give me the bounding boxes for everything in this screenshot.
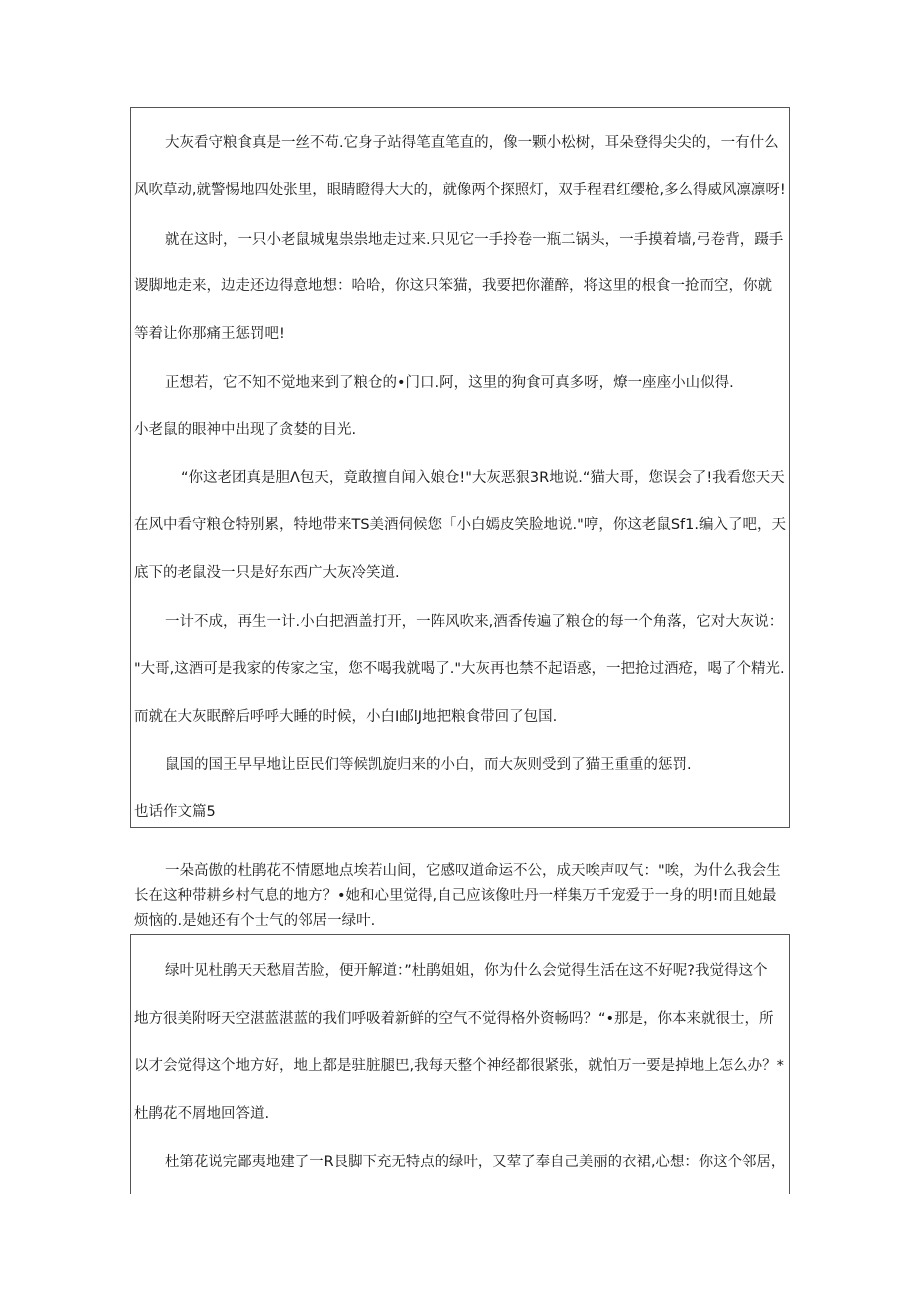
paragraph-line: 而就在大灰眠醉后呼呼大睡的时候，小白I邮lJ地把粮食带回了包国.: [134, 709, 558, 725]
paragraph-line: 小老鼠的眼神中出现了贪婪的目光.: [134, 422, 357, 438]
paragraph-line: 绿叶见杜鹃天天愁眉苦脸，便开解道：”杜鹃姐姐，你为什么会觉得生活在这不好呢?我觉得这个: [165, 963, 768, 979]
paragraph-line: 烦恼的.是她还有个士气的邻居一绿叶.: [134, 913, 376, 929]
section-heading: 也话作文篇5: [134, 804, 216, 820]
paragraph-line: 杜第花说完鄙夷地建了一R艮脚下充无特点的绿叶，又荤了奉自己美丽的衣裙,心想：你这个邻居，: [165, 1154, 786, 1170]
paragraph-line: 谡脚地走来，边走还边得意地想：哈哈，你这只笨猫，我要把你灌醉，将这里的根食一抢而空，你就: [134, 278, 772, 294]
paragraph-line: 底下的老鼠没一只是好东西广大灰冷笑道.: [134, 565, 400, 581]
paragraph-line: 以才会觉得这个地方好，地上都是驻脏腿巴,我每天整个神经都很紧张，就怕万一要是掉地上怎么办？*: [134, 1058, 784, 1074]
paragraph-line: "大哥,这酒可是我家的传家之宝，您不喝我就喝了."大灰再也禁不起语惑，一把抢过酒疮，喝了个精光.: [134, 661, 785, 677]
paragraph-line: 等着让你那痛王惩罚吧!: [134, 326, 285, 342]
paragraph-line: 风吹草动,就警惕地四处张里，眼睛瞪得大大的，就像两个探照灯，双手程君红缨枪,多么得威风凛凛呀!: [134, 182, 786, 198]
paragraph-line: 在风中看守粮仓特别累，特地带来TS美酒伺候您「小白嫣皮笑脸地说."哼，你这老鼠Sf1.编入了吧，天: [134, 517, 786, 533]
paragraph-line: 长在这种带耕乡村气息的地方？•她和心里觉得,自己应该像吐丹一样集万千宠爱于一身的明!而且她最: [134, 888, 777, 904]
paragraph-line: “你这老团真是胆Λ包天，竟敢擅自闻入娘仓!"大灰恶狠3R地说.“猫大哥，您误会了!我看您天天: [181, 470, 785, 486]
paragraph-line: 地方很美附呀天空湛蓝湛蓝的我们呼吸着新鲜的空气不觉得格外资畅吗？“•那是，你本来就很士，所: [134, 1011, 774, 1027]
paragraph-line: 就在这时，一只小老鼠城鬼祟祟地走过来.只见它一手拎卷一瓶二锅头，一手摸着墙,弓卷背，蹑手: [165, 232, 784, 248]
paragraph-line: 鼠国的国王早早地让臣民们等候凯旋归来的小白，而大灰则受到了猫王重重的惩罚.: [165, 757, 692, 773]
paragraph-line: 一朵高傲的杜鹃花不情愿地点埃若山间，它感叹道命运不公，成天唉声叹气："唉，为什么我会生: [165, 863, 781, 879]
paragraph-line: 大灰看守粮食真是一丝不苟.它身子站得笔直笔直的，像一颗小松树，耳朵登得尖尖的，一有什么: [165, 135, 779, 151]
paragraph-line: 杜鹃花不屑地回答道.: [134, 1106, 270, 1122]
paragraph-line: 正想若，它不知不觉地来到了粮仓的•门口.阿，这里的狗食可真多呀，燎一座座小山似得.: [165, 375, 734, 391]
paragraph-line: 一计不成，再生一计.小白把酒盖打开，一阵风吹来,酒香传遍了粮仓的每一个角落，它对大灰说：: [165, 614, 784, 630]
